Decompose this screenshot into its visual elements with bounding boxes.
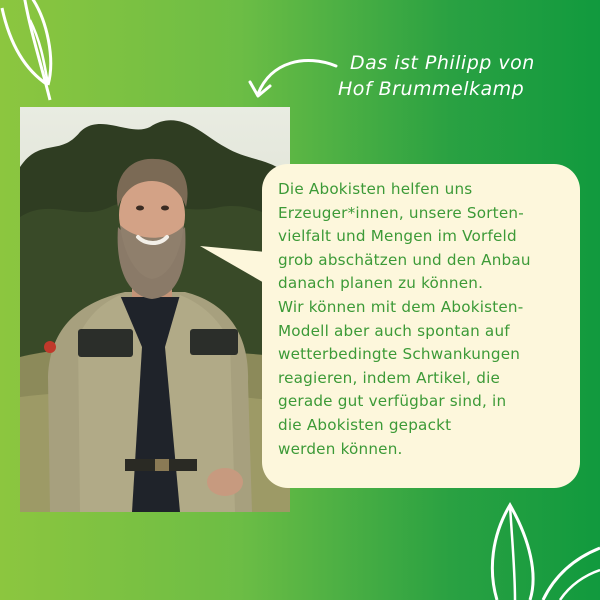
quote-line: danach planen zu können. xyxy=(278,274,484,293)
quote-text xyxy=(278,178,578,461)
caption-line: Das ist Philipp von xyxy=(350,52,535,74)
portrait-photo xyxy=(20,107,290,512)
quote-line: werden können. xyxy=(278,439,403,458)
quote-line: vielfalt und Mengen im Vorfeld xyxy=(278,227,517,246)
quote-line: Modell aber auch spontan auf xyxy=(278,321,510,340)
quote-line: die Abokisten gepackt xyxy=(278,415,452,434)
quote-line: Wir können mit dem Abokisten- xyxy=(278,297,524,316)
photo-caption xyxy=(338,50,588,102)
quote-line: grob abschätzen und den Anbau xyxy=(278,250,531,269)
quote-line: reagieren, indem Artikel, die xyxy=(278,368,501,387)
quote-line: wetterbedingte Schwankungen xyxy=(278,345,521,364)
speech-bubble-tail xyxy=(200,246,270,286)
quote-line: gerade gut verfügbar sind, in xyxy=(278,392,507,411)
curved-arrow-icon xyxy=(246,56,341,106)
portrait-illustration xyxy=(20,107,290,512)
quote-line: Erzeuger*innen, unsere Sorten- xyxy=(278,203,524,222)
caption-line: Hof Brummelkamp xyxy=(338,78,525,100)
quote-line: Die Abokisten helfen uns xyxy=(278,180,473,198)
